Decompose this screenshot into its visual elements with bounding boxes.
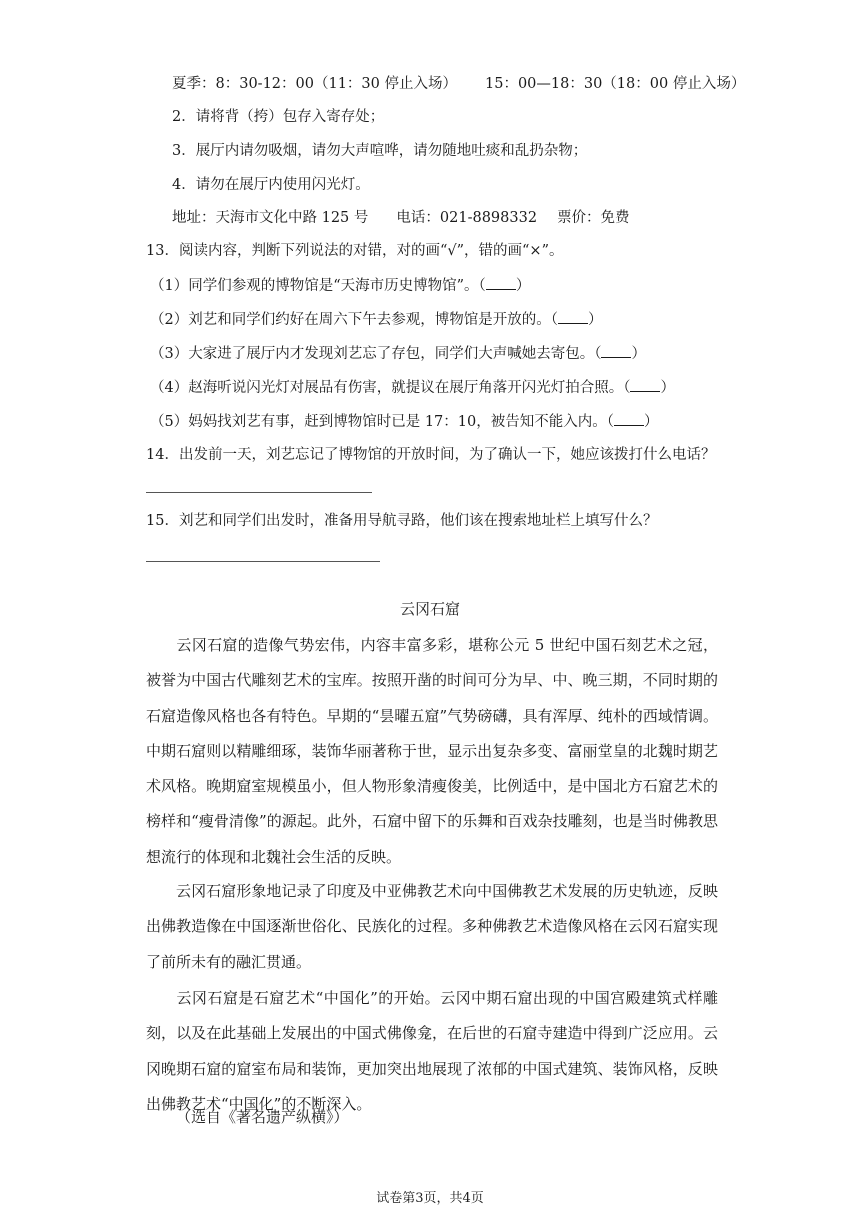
summer-hours-morning: 夏季：8：30-12：00（11：30 停止入场） — [172, 76, 457, 92]
q13-item-3: （3）大家进了展厅内才发现刘艺忘了存包，同学们大声喊她去寄包。（ ） — [150, 343, 646, 364]
question-14-stem: 14．出发前一天，刘艺忘记了博物馆的开放时间，为了确认一下，她应该拨打什么电话？ — [146, 447, 716, 463]
q14-answer-line[interactable] — [146, 492, 372, 493]
question-15-stem: 15．刘艺和同学们出发时，准备用导航寻路，他们该在搜索地址栏上填写什么？ — [146, 513, 658, 529]
notice-ticket: 票价：免费 — [557, 210, 630, 226]
answer-blank[interactable] — [614, 411, 644, 426]
article-paragraph-2: 云冈石窟形象地记录了印度及中亚佛教艺术向中国佛教艺术发展的历史轨迹，反映出佛教造像在中国逐渐世俗化、民族化的过程。多种佛教艺术造像风格在云冈石窟实现了前所未有的融汇贯通。 — [146, 882, 718, 971]
summer-hours-afternoon: 15：00—18：30（18：00 停止入场） — [485, 76, 746, 92]
q13-item-1: （1）同学们参观的博物馆是“天海市历史博物馆”。（ ） — [150, 275, 530, 296]
notice-rule-2: 2．请将背（挎）包存入寄存处； — [172, 109, 385, 125]
q13-item-5: （5）妈妈找刘艺有事，赶到博物馆时已是 17：10，被告知不能入内。（ ） — [150, 411, 658, 432]
answer-blank[interactable] — [558, 309, 588, 324]
notice-phone: 电话：021-8898332 — [396, 210, 538, 226]
notice-rule-4: 4．请勿在展厅内使用闪光灯。 — [172, 177, 370, 193]
page-footer: 试卷第3页，共4页 — [376, 1191, 484, 1206]
notice-rule-3: 3．展厅内请勿吸烟，请勿大声喧哗，请勿随地吐痰和乱扔杂物； — [172, 143, 588, 159]
article-title: 云冈石窟 — [399, 600, 460, 618]
article-paragraph-3: 云冈石窟是石窟艺术“中国化”的开始。云冈中期石窟出现的中国宫殿建筑式样雕刻，以及在此基础上发展出的中国式佛像龛，在后世的石窟寺建造中得到广泛应用。云冈晚期石窟的窟室布局和装饰，更加突出地展现了浓郁的中国式建筑、装饰风格，反映出佛教艺术“中国化”的不断深入。 — [146, 989, 718, 1113]
answer-blank[interactable] — [601, 343, 631, 358]
answer-blank[interactable] — [630, 377, 660, 392]
q15-answer-line[interactable] — [146, 561, 380, 562]
notice-summer-hours — [172, 74, 745, 94]
notice-contact — [172, 208, 630, 228]
article-source: （选自《著名遗产纵横》） — [176, 1108, 349, 1126]
article-paragraph-1: 云冈石窟的造像气势宏伟，内容丰富多彩，堪称公元 5 世纪中国石刻艺术之冠，被誉为中国古代雕刻艺术的宝库。按照开凿的时间可分为早、中、晚三期，不同时期的石窟造像风格也各有特色。早期的“昙曜五窟”气势磅礴，具有浑厚、纯朴的西域情调。中期石窟则以精雕细琢，装饰华丽著称于世，显示出复杂多变、富丽堂皇的北魏时期艺术风格。晚期窟室规模虽小，但人物形象清瘦俊美，比例适中，是中国北方石窟艺术的榜样和“瘦骨清像”的源起。此外，石窟中留下的乐舞和百戏杂技雕刻，也是当时佛教思想流行的体现和北魏社会生活的反映。 — [146, 636, 718, 866]
notice-address: 地址：天海市文化中路 125 号 — [172, 210, 369, 226]
answer-blank[interactable] — [486, 275, 516, 290]
q13-item-2: （2）刘艺和同学们约好在周六下午去参观，博物馆是开放的。（ ） — [150, 309, 602, 330]
q13-item-4: （4）赵海听说闪光灯对展品有伤害，就提议在展厅角落开闪光灯拍合照。（ ） — [150, 377, 675, 398]
question-13-stem: 13．阅读内容，判断下列说法的对错，对的画“√”，错的画“×”。 — [146, 243, 564, 259]
